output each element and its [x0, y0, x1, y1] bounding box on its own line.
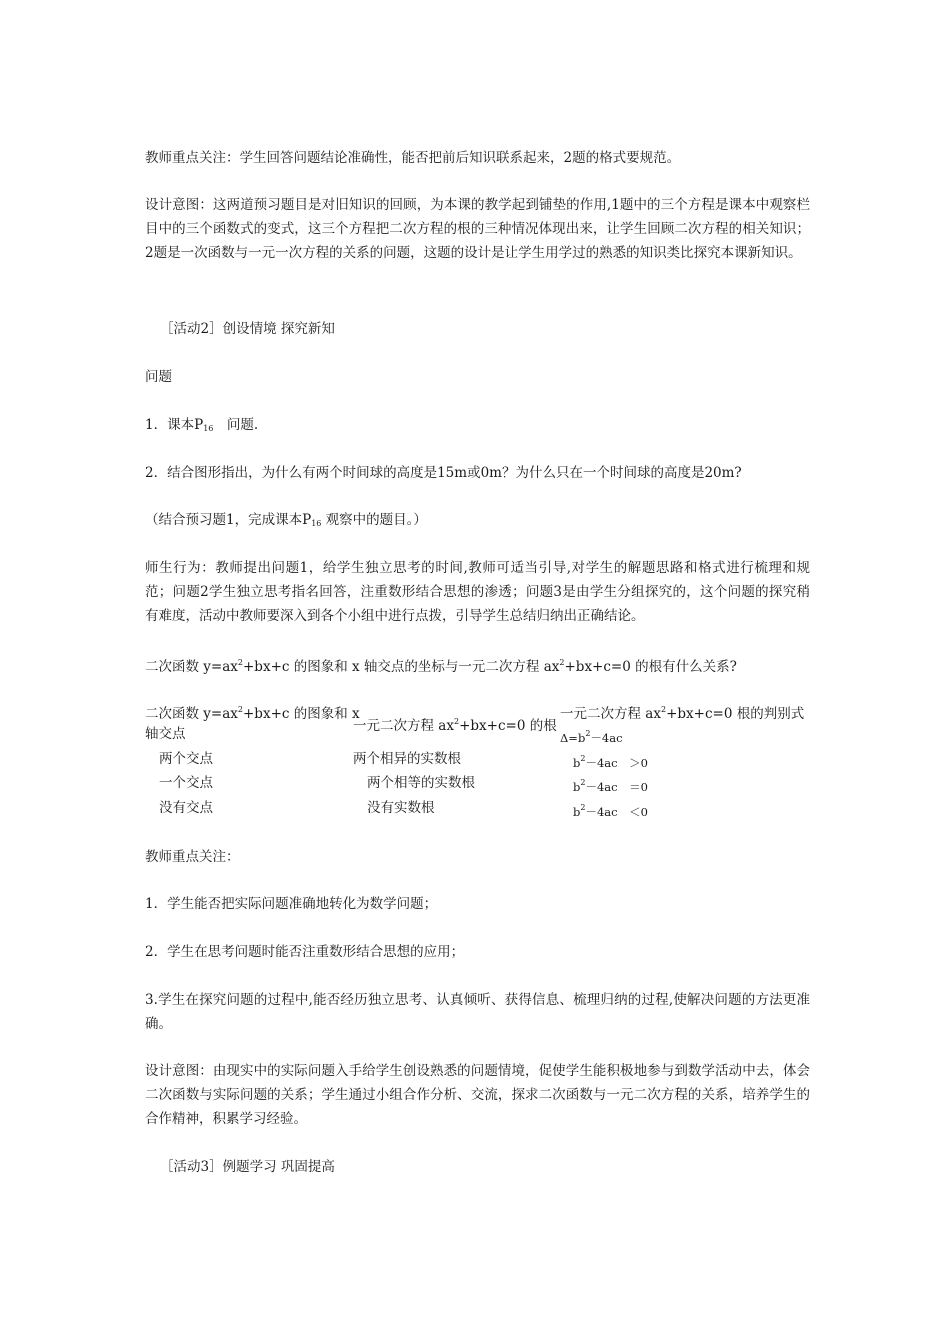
table-header-2	[353, 710, 557, 738]
table-header-3-line-2	[560, 722, 623, 750]
header-1-part-1: 二次函数 y=ax	[145, 706, 238, 722]
table-row-1-col-2: 两个相异的实数根	[353, 751, 461, 767]
question-3-subscript: 16	[311, 519, 322, 528]
superscript-2: 2	[580, 803, 586, 812]
superscript-2: 2	[580, 754, 586, 763]
table-row-1-col-1: 两个交点	[159, 751, 213, 767]
row-2-discriminant-rest: －4ac ＝0	[585, 780, 648, 794]
row-1-discriminant-rest: －4ac ＞0	[585, 756, 648, 770]
header-2-part-1: 一元二次方程 ax	[353, 718, 454, 734]
row-3-discriminant-b: b	[573, 805, 581, 819]
focus-item-1: 1．学生能否把实际问题准确地转化为数学问题；	[145, 896, 438, 912]
header-1-part-2: +bx+c 的图象和 x	[243, 706, 360, 722]
focus-item-2: 2．学生在思考问题时能否注重数形结合思想的应用；	[145, 944, 465, 960]
relation-question-part-1: 二次函数 y=ax	[145, 659, 238, 675]
superscript-2: 2	[453, 717, 460, 726]
header-3-part-3: Δ=b	[560, 731, 586, 745]
question-3-text: （结合预习题1，完成课本P	[145, 512, 312, 528]
question-1-text: 1．课本P	[145, 417, 204, 433]
teacher-focus-heading: 教师重点关注：	[145, 849, 240, 865]
row-2-discriminant-b: b	[573, 780, 581, 794]
question-2: 2．结合图形指出，为什么有两个时间球的高度是15m或0m？为什么只在一个时间球的高度是20m?	[145, 465, 742, 481]
question-1-suffix: 问题.	[213, 417, 259, 433]
superscript-2: 2	[237, 705, 243, 714]
activity-2-heading: ［活动2］创设情境 探究新知	[160, 321, 335, 337]
table-header-1-line-2: 轴交点	[145, 726, 186, 742]
design-intent-paragraph-2: 设计意图：由现实中的实际问题入手给学生创设熟悉的问题情境，促使学生能积极地参与到数学活动中去，体会二次函数与实际问题的关系；学生通过小组合作分析、交流，探求二次函数与一元二次方程的关系，培养学生的合作精神，积累学习经验。	[145, 1063, 810, 1127]
activity-3-heading: ［活动3］例题学习 巩固提高	[160, 1159, 335, 1175]
teacher-focus-paragraph: 教师重点关注：学生回答问题结论准确性，能否把前后知识联系起来，2题的格式要规范。	[145, 150, 681, 166]
question-1-subscript: 16	[203, 424, 214, 433]
question-heading: 问题	[145, 369, 172, 385]
focus-item-3: 3.学生在探究问题的过程中,能否经历独立思考、认真倾听、获得信息、梳理归纳的过程,使解决问题的方法更准确。	[145, 992, 810, 1032]
header-3-part-4: －4ac	[590, 731, 623, 745]
relation-table	[145, 696, 810, 826]
question-3	[145, 508, 427, 536]
row-3-discriminant-rest: －4ac ＜0	[585, 805, 648, 819]
teacher-student-behavior-paragraph: 师生行为：教师提出问题1，给学生独立思考的时间,教师可适当引导,对学生的解题思路和格式进行梳理和规范；问题2学生独立思考指名回答，注重数形结合思想的渗透；问题3是由学生分组探究的，这个问题的探究稍有难度，活动中教师要深入到各个小组中进行点拨，引导学生总结归纳出正确结论。	[145, 560, 810, 624]
table-row-2-col-1: 一个交点	[159, 775, 213, 791]
header-2-part-2: +bx+c=0 的根	[459, 718, 557, 734]
header-3-part-2: +bx+c=0 根的判别式	[666, 706, 805, 722]
row-1-discriminant-b: b	[573, 756, 581, 770]
header-3-part-1: 一元二次方程 ax	[560, 706, 661, 722]
table-row-3-col-2: 没有实数根	[367, 800, 435, 816]
superscript-2: 2	[559, 658, 565, 667]
relation-question-part-2: +bx+c 的图象和 x 轴交点的坐标与一元二次方程 ax	[243, 659, 560, 675]
question-3-suffix: 观察中的题目。）	[321, 512, 427, 528]
table-row-3-col-3	[573, 796, 648, 824]
superscript-2: 2	[585, 729, 591, 738]
superscript-2: 2	[660, 705, 667, 714]
table-row-3-col-1: 没有交点	[159, 800, 213, 816]
relation-question	[145, 651, 737, 679]
superscript-2: 2	[237, 658, 243, 667]
table-row-2-col-2: 两个相等的实数根	[367, 775, 475, 791]
superscript-2: 2	[580, 778, 586, 787]
design-intent-paragraph: 设计意图：这两道预习题目是对旧知识的回顾，为本课的教学起到铺垫的作用,1题中的三个方程是课本中观察栏目中的三个函数式的变式，这三个方程把二次方程的根的三种情况体现出来，让学生回顾二次方程的相关知识；2题是一次函数与一元一次方程的关系的问题，这题的设计是让学生用学过的熟悉的知识类比探究本课新知识。	[145, 197, 810, 261]
relation-question-part-3: +bx+c=0 的根有什么关系?	[564, 659, 737, 675]
question-1	[145, 413, 258, 441]
table-row-2-col-3	[573, 771, 648, 799]
